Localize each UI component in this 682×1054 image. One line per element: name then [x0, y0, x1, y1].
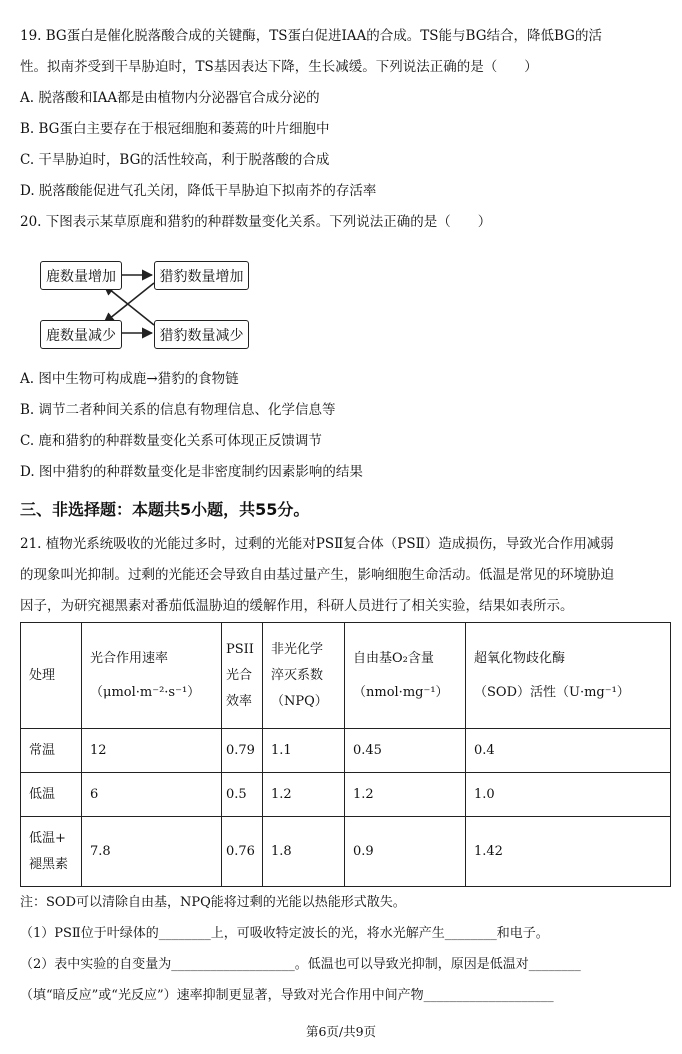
results-table [20, 622, 671, 887]
header-psii [222, 623, 263, 729]
table-header-row [21, 623, 671, 729]
q21-stem-line3: 因子，为研究褪黑素对番茄低温胁迫的缓解作用，科研人员进行了相关实验，结果如表所示。 [20, 598, 574, 614]
header-psii-line3: 效率 [226, 693, 253, 709]
cell-npq: 1.8 [263, 817, 345, 887]
header-psii-line2: 光合 [226, 667, 253, 683]
cell-o2: 1.2 [345, 773, 466, 817]
header-npq-line3: （NPQ） [271, 693, 328, 709]
box-deer-increase: 鹿数量增加 [40, 261, 122, 290]
header-npq-line1: 非光化学 [271, 641, 324, 657]
cell-psii: 0.5 [222, 773, 263, 817]
cell-treatment [21, 817, 82, 887]
cell-sod: 1.0 [466, 773, 671, 817]
q20-stem: 20. 下图表示某草原鹿和猎豹的种群数量变化关系。下列说法正确的是（ ） [20, 214, 492, 230]
box-leopard-decrease: 猎豹数量减少 [154, 320, 249, 349]
q21-stem-line1: 21. 植物光系统吸收的光能过多时，过剩的光能对PSⅡ复合体（PSⅡ）造成损伤，导致光合作用减弱 [20, 536, 614, 552]
header-rate-unit: （μmol·m⁻²·s⁻¹） [90, 684, 201, 700]
cell-rate: 7.8 [82, 817, 222, 887]
box-deer-decrease: 鹿数量减少 [40, 320, 122, 349]
q19-option-a: A. 脱落酸和IAA都是由植物内分泌器官合成分泌的 [20, 90, 320, 106]
q19-option-d: D. 脱落酸能促进气孔关闭，降低干旱胁迫下拟南芥的存活率 [20, 183, 377, 199]
table-row [21, 729, 671, 773]
header-sod-line1: 超氧化物歧化酶 [474, 650, 566, 666]
header-o2-line1: 自由基O₂含量 [353, 650, 434, 666]
q19-stem-line2: 性。拟南芥受到干旱胁迫时，TS基因表达下降，生长减缓。下列说法正确的是（ ） [20, 59, 538, 75]
cell-sod: 0.4 [466, 729, 671, 773]
cell-o2: 0.45 [345, 729, 466, 773]
q19-option-c: C. 干旱胁迫时，BG的活性较高，利于脱落酸的合成 [20, 152, 330, 168]
header-psii-line1: PSII [226, 641, 254, 657]
cell-psii: 0.79 [222, 729, 263, 773]
header-npq [263, 623, 345, 729]
cell-treatment-line1: 低温+ [29, 830, 66, 846]
header-rate [82, 623, 222, 729]
q20-option-a: A. 图中生物可构成鹿→猎豹的食物链 [20, 371, 239, 387]
header-npq-line2: 淬灭系数 [271, 667, 324, 683]
q21-sub3: （填“暗反应”或“光反应”）速率抑制更显著，导致对光合作用中间产物____________________ [20, 988, 554, 1003]
cell-treatment-line2: 褪黑素 [29, 856, 69, 872]
table-row [21, 817, 671, 887]
arrow-leopard-down-to-deer-up [104, 285, 154, 325]
diagram-arrows [0, 0, 682, 360]
cell-rate: 12 [82, 729, 222, 773]
q20-option-b: B. 调节二者种间关系的信息有物理信息、化学信息等 [20, 402, 336, 418]
cell-psii: 0.76 [222, 817, 263, 887]
cell-npq: 1.2 [263, 773, 345, 817]
box-leopard-increase: 猎豹数量增加 [154, 261, 249, 290]
q21-sub2: （2）表中实验的自变量为___________________。低温也可以导致光抑制，原因是低温对________ [20, 957, 581, 972]
header-rate-line1: 光合作用速率 [90, 650, 169, 666]
q19-stem-line1: 19. BG蛋白是催化脱落酸合成的关键酶，TS蛋白促进IAA的合成。TS能与BG结合，降低BG的活 [20, 28, 602, 44]
page-footer: 第6页/共9页 [305, 1024, 377, 1039]
header-sod [466, 623, 671, 729]
header-treatment: 处理 [21, 623, 82, 729]
section-title: 三、非选择题：本题共5小题，共55分。 [20, 500, 310, 519]
header-o2 [345, 623, 466, 729]
q21-note: 注：SOD可以清除自由基，NPQ能将过剩的光能以热能形式散失。 [20, 895, 406, 910]
cell-npq: 1.1 [263, 729, 345, 773]
cell-sod: 1.42 [466, 817, 671, 887]
cell-rate: 6 [82, 773, 222, 817]
cell-o2: 0.9 [345, 817, 466, 887]
q19-option-b: B. BG蛋白主要存在于根冠细胞和萎蔫的叶片细胞中 [20, 121, 330, 137]
q21-stem-line2: 的现象叫光抑制。过剩的光能还会导致自由基过量产生，影响细胞生命活动。低温是常见的环境胁迫 [20, 567, 614, 583]
q20-option-c: C. 鹿和猎豹的种群数量变化关系可体现正反馈调节 [20, 433, 322, 449]
cell-treatment: 常温 [21, 729, 82, 773]
header-sod-unit: （SOD）活性（U·mg⁻¹） [474, 684, 630, 700]
cell-treatment: 低温 [21, 773, 82, 817]
q20-option-d: D. 图中猎豹的种群数量变化是非密度制约因素影响的结果 [20, 464, 363, 480]
table-row [21, 773, 671, 817]
q21-sub1: （1）PSⅡ位于叶绿体的________上，可吸收特定波长的光，将水光解产生________和电子。 [20, 926, 549, 941]
header-o2-unit: （nmol·mg⁻¹） [353, 684, 449, 700]
